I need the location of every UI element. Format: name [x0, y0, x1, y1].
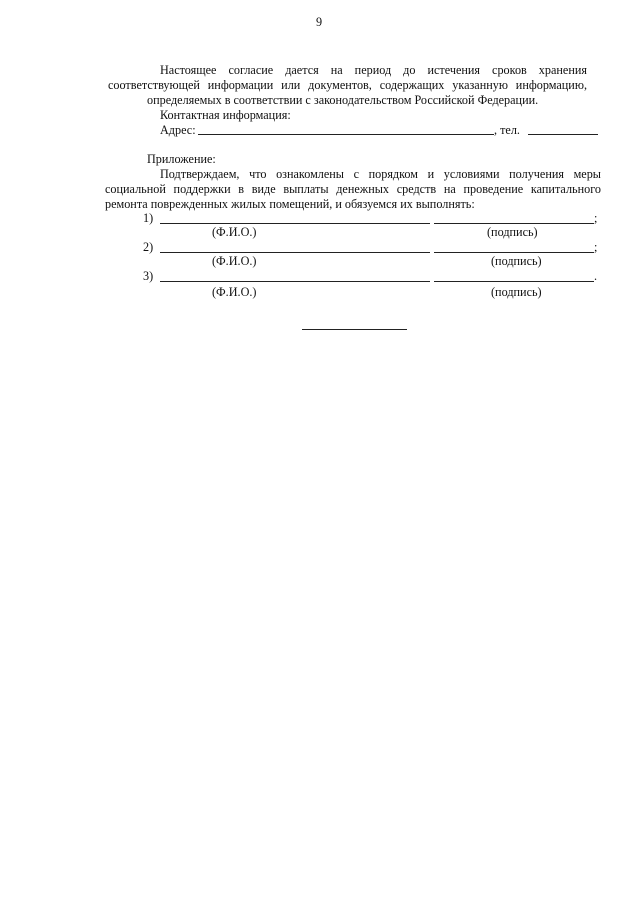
phone-field[interactable] — [528, 134, 598, 135]
signature-caption: (подпись) — [491, 254, 542, 268]
consent-line-2: соответствующей информации или документов, содержащих указанную информацию, — [108, 78, 587, 92]
fio-field[interactable] — [160, 281, 430, 282]
signature-field[interactable] — [434, 252, 594, 253]
row-end-punctuation: . — [594, 269, 598, 283]
address-field[interactable] — [198, 134, 494, 135]
closing-separator — [302, 329, 407, 330]
signature-number: 3) — [143, 269, 154, 283]
contact-heading: Контактная информация: — [160, 108, 291, 122]
row-end-punctuation: ; — [594, 211, 598, 225]
fio-field[interactable] — [160, 252, 430, 253]
appendix-line-2: социальной поддержки в виде выплаты денежных средств на проведение капитального — [105, 182, 601, 196]
signature-field[interactable] — [434, 281, 594, 282]
consent-line-1: Настоящее согласие дается на период до истечения сроков хранения — [160, 63, 587, 77]
page-number: 9 — [316, 15, 323, 29]
row-end-punctuation: ; — [594, 240, 598, 254]
appendix-line-1: Подтверждаем, что ознакомлены с порядком и условиями получения меры — [160, 167, 601, 181]
fio-field[interactable] — [160, 223, 430, 224]
signature-number: 2) — [143, 240, 154, 254]
appendix-heading: Приложение: — [147, 152, 216, 166]
signature-field[interactable] — [434, 223, 594, 224]
signature-caption: (подпись) — [491, 285, 542, 299]
signature-caption: (подпись) — [487, 225, 538, 239]
consent-line-3: определяемых в соответствии с законодательством Российской Федерации. — [147, 93, 539, 107]
signature-number: 1) — [143, 211, 154, 225]
phone-label: , тел. — [494, 123, 520, 137]
appendix-line-3: ремонта поврежденных жилых помещений, и обязуемся их выполнять: — [105, 197, 475, 211]
fio-caption: (Ф.И.О.) — [212, 285, 257, 299]
fio-caption: (Ф.И.О.) — [212, 225, 257, 239]
address-label: Адрес: — [160, 123, 196, 137]
fio-caption: (Ф.И.О.) — [212, 254, 257, 268]
